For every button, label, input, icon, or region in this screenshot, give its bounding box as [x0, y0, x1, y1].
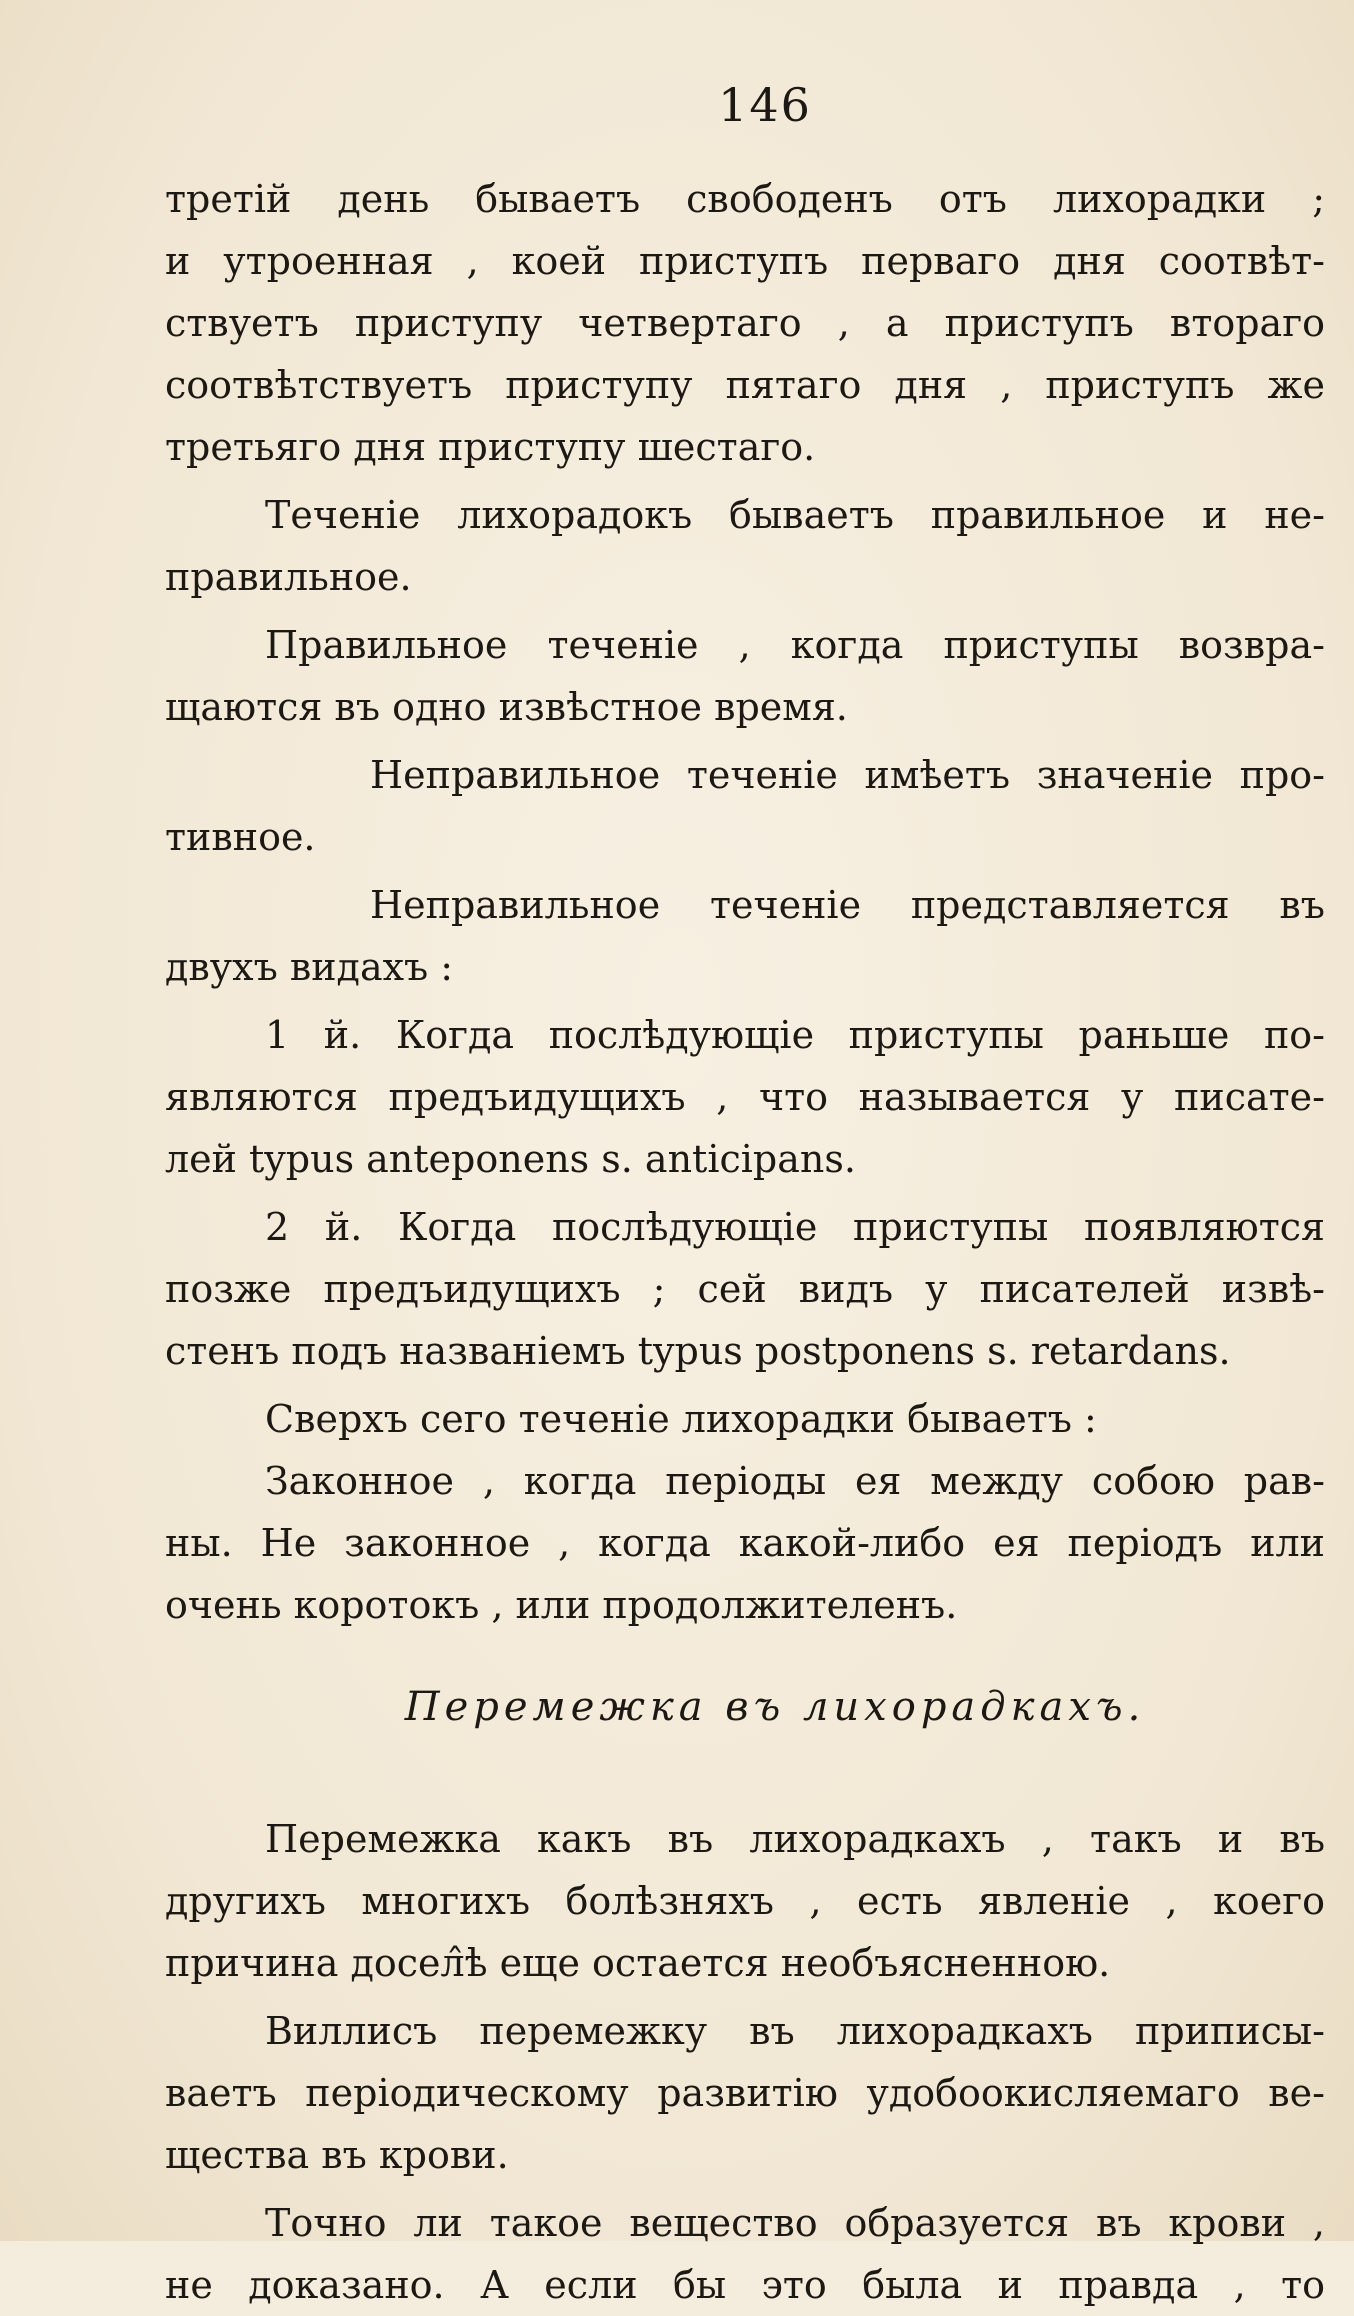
paragraph-1 [165, 168, 1325, 478]
page-number: 146 [718, 78, 812, 132]
paragraph-12 [165, 2192, 1325, 2316]
text-line: 2 й. Когда послѣдующіе приступы появляются [265, 1205, 1325, 1249]
text-line: стенъ подъ названіемъ typus postponens s. retardans. [165, 1329, 1231, 1373]
paragraph-2 [165, 484, 1325, 608]
paragraph-4 [165, 744, 1325, 868]
text-line: другихъ многихъ болѣзняхъ , есть явленіе , коего [165, 1879, 1325, 1923]
section-heading: Перемежка въ лихорадкахъ. [404, 1684, 1146, 1730]
text-line: 1 й. Когда послѣдующіе приступы раньше по- [265, 1013, 1325, 1057]
paragraph-11 [165, 2000, 1325, 2186]
paragraph-8 [165, 1388, 1325, 1450]
text-line: Сверхъ сего теченіе лихорадки бываетъ : [265, 1397, 1097, 1441]
paragraph-3 [165, 614, 1325, 738]
text-line: Перемежка какъ въ лихорадкахъ , такъ и въ [265, 1817, 1325, 1861]
text-line: позже предъидущихъ ; сей видъ у писателей извѣ- [165, 1267, 1325, 1311]
text-line: ствуетъ приступу четвертаго , а приступъ втораго [165, 301, 1325, 345]
paragraph-6 [165, 1004, 1325, 1190]
text-line: являются предъидущихъ , что называется у писате- [165, 1075, 1325, 1119]
text-line: Виллисъ перемежку въ лихорадкахъ приписы- [265, 2009, 1325, 2053]
text-line: правильное. [165, 555, 412, 599]
text-line: Законное , когда періоды ея между собою рав- [265, 1459, 1325, 1503]
text-line: третьяго дня приступу шестаго. [165, 425, 816, 469]
paragraph-9 [165, 1450, 1325, 1636]
text-line: тивное. [165, 815, 316, 859]
text-line: не доказано. А если бы это была и правда , то [165, 2263, 1325, 2307]
text-line: Правильное теченіе , когда приступы возвра- [265, 623, 1325, 667]
text-line: соотвѣтствуетъ приступу пятаго дня , приступъ же [165, 363, 1325, 407]
text-line: щества въ крови. [165, 2133, 509, 2177]
text-line: Неправильное теченіе представляется въ [370, 883, 1325, 927]
text-line: третій день бываетъ свободенъ отъ лихорадки ; [165, 177, 1325, 221]
text-line: лей typus anteponens s. anticipans. [165, 1137, 856, 1181]
paragraph-5 [165, 874, 1325, 998]
text-line: ны. Не законное , когда какой-либо ея періодъ или [165, 1521, 1325, 1565]
text-line: и утроенная , коей приступъ перваго дня соотвѣт- [165, 239, 1325, 283]
text-line: Точно ли такое вещество образуется въ крови , [265, 2201, 1325, 2245]
paragraph-10 [165, 1808, 1325, 1994]
text-line: Теченіе лихорадокъ бываетъ правильное и не- [265, 493, 1325, 537]
text-line: причина досел̂ѣ еще остается необъясненною. [165, 1941, 1111, 1985]
text-line: двухъ видахъ : [165, 945, 454, 989]
page-text [165, 60, 1325, 2316]
text-line: ваетъ періодическому развитію удобоокисляемаго ве- [165, 2071, 1325, 2115]
text-line: очень коротокъ , или продолжителенъ. [165, 1583, 958, 1627]
text-line: щаются въ одно извѣстное время. [165, 685, 848, 729]
paragraph-7 [165, 1196, 1325, 1382]
text-line: Неправильное теченіе имѣетъ значеніе про- [370, 753, 1325, 797]
